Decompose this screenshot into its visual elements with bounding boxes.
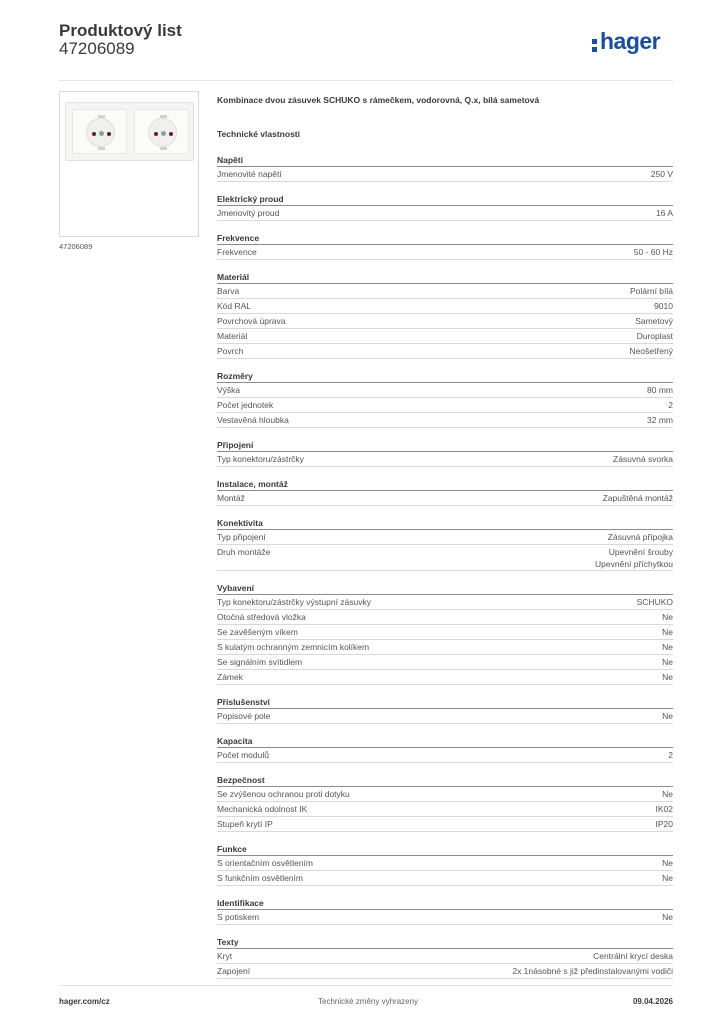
spec-label: Mechanická odolnost IK — [217, 804, 308, 814]
spec-label: Jmenovité napětí — [217, 169, 282, 179]
spec-section — [217, 516, 673, 571]
spec-row — [217, 299, 673, 314]
spec-section — [217, 773, 673, 832]
logo-dot-icon — [592, 47, 597, 52]
spec-row — [217, 206, 673, 221]
spec-section — [217, 153, 673, 182]
spec-value: Ne — [662, 642, 673, 652]
spec-section — [217, 270, 673, 359]
section-title: Příslušenství — [217, 695, 673, 709]
spec-row — [217, 856, 673, 871]
spec-label: Frekvence — [217, 247, 257, 257]
section-title: Připojení — [217, 438, 673, 452]
spec-value: Ne — [662, 912, 673, 922]
spec-label: S potiskem — [217, 912, 260, 922]
spec-value: Ne — [662, 627, 673, 637]
spec-value: 50 - 60 Hz — [633, 247, 673, 257]
spec-row — [217, 545, 673, 571]
section-title: Konektivita — [217, 516, 673, 530]
spec-section — [217, 477, 673, 506]
spec-section — [217, 581, 673, 685]
socket-pin-left — [154, 132, 158, 136]
spec-value: Polární bílá — [630, 286, 673, 296]
logo-dot-icon — [592, 39, 597, 44]
spec-row — [217, 452, 673, 467]
earth-clip-top — [98, 115, 105, 118]
product-description: Kombinace dvou zásuvek SCHUKO s rámečkem, vodorovná, Q.x, bílá sametová — [217, 95, 540, 105]
spec-value: Centrální krycí deska — [593, 951, 673, 961]
section-title: Vybavení — [217, 581, 673, 595]
spec-value: Ne — [662, 657, 673, 667]
spec-label: Počet modulů — [217, 750, 269, 760]
spec-section — [217, 369, 673, 428]
spec-value: Ne — [662, 789, 673, 799]
spec-section — [217, 842, 673, 886]
spec-label: Otočná středová vložka — [217, 612, 306, 622]
spec-label: Montáž — [217, 493, 245, 503]
document-number: 47206089 — [59, 39, 135, 58]
spec-value: Zásuvná svorka — [613, 454, 673, 464]
spec-value — [595, 546, 673, 570]
spec-value: Zapuštěná montáž — [602, 493, 673, 503]
spec-label: Zapojení — [217, 966, 251, 976]
socket-frame — [65, 102, 194, 161]
section-title: Kapacita — [217, 734, 673, 748]
spec-value: Ne — [662, 858, 673, 868]
spec-row — [217, 491, 673, 506]
spec-row — [217, 709, 673, 724]
earth-clip-bottom — [98, 147, 105, 150]
spec-row — [217, 949, 673, 964]
spec-label: Povrchová úprava — [217, 316, 286, 326]
spec-value: Ne — [662, 672, 673, 682]
spec-row — [217, 344, 673, 359]
spec-value-line: Upevnění šrouby — [608, 547, 673, 557]
section-title: Rozměry — [217, 369, 673, 383]
spec-label: Druh montáže — [217, 547, 271, 557]
spec-label: Kryt — [217, 951, 233, 961]
section-title: Texty — [217, 935, 673, 949]
page-title: Produktový list — [59, 21, 182, 40]
spec-value: 2 — [668, 750, 673, 760]
spec-label: Stupeň krytí IP — [217, 819, 273, 829]
spec-value: 80 mm — [647, 385, 673, 395]
spec-value: Duroplast — [636, 331, 673, 341]
section-title: Funkce — [217, 842, 673, 856]
spec-label: Kód RAL — [217, 301, 252, 311]
logo-wordmark: hager — [600, 28, 661, 54]
spec-value: SCHUKO — [636, 597, 673, 607]
footer-date: 09.04.2026 — [632, 997, 673, 1006]
footer-disclaimer: Technické změny vyhrazeny — [318, 997, 419, 1006]
section-title: Materiál — [217, 270, 673, 284]
header-divider — [59, 80, 673, 81]
socket-right — [134, 109, 189, 154]
spec-label: Se signálním svítidlem — [217, 657, 303, 667]
spec-section — [217, 231, 673, 260]
earth-clip-top — [160, 115, 167, 118]
spec-section — [217, 695, 673, 724]
section-title: Napětí — [217, 153, 673, 167]
spec-row — [217, 595, 673, 610]
spec-label: Jmenovitý proud — [217, 208, 280, 218]
spec-value-line: Upevnění příchytkou — [595, 559, 673, 569]
section-title: Elektrický proud — [217, 192, 673, 206]
socket-pin-left — [92, 132, 96, 136]
socket-pin-right — [107, 132, 111, 136]
footer-website[interactable]: hager.com/cz — [59, 997, 110, 1006]
spec-section — [217, 438, 673, 467]
spec-row — [217, 398, 673, 413]
socket-left — [72, 109, 127, 154]
spec-label: S funkčním osvětlením — [217, 873, 303, 883]
spec-label: Materiál — [217, 331, 248, 341]
spec-label: Výška — [217, 385, 241, 395]
earth-clip-bottom — [160, 147, 167, 150]
spec-label: Zámek — [217, 672, 243, 682]
socket-center — [99, 131, 104, 136]
spec-value: Sametový — [635, 316, 673, 326]
spec-content — [217, 95, 673, 979]
spec-row — [217, 625, 673, 640]
spec-row — [217, 655, 673, 670]
spec-value: 16 A — [655, 208, 673, 218]
spec-label: Povrch — [217, 346, 244, 356]
spec-label: Se zavěšeným víkem — [217, 627, 298, 637]
section-title: Bezpečnost — [217, 773, 673, 787]
section-title: Identifikace — [217, 896, 673, 910]
socket-ring — [86, 118, 115, 147]
spec-section — [217, 734, 673, 763]
spec-row — [217, 167, 673, 182]
socket-ring — [148, 118, 177, 147]
spec-label: Se zvýšenou ochranou proti dotyku — [217, 789, 350, 799]
spec-label: S kulatým ochranným zemnicím kolíkem — [217, 642, 370, 652]
spec-value: 32 mm — [647, 415, 673, 425]
spec-value: Neošetřený — [629, 346, 673, 356]
spec-row — [217, 245, 673, 260]
spec-row — [217, 817, 673, 832]
spec-section — [217, 935, 673, 979]
spec-section — [217, 192, 673, 221]
spec-row — [217, 871, 673, 886]
spec-value: Ne — [662, 612, 673, 622]
spec-label: Vestavěná hloubka — [217, 415, 289, 425]
spec-row — [217, 413, 673, 428]
spec-value: 9010 — [654, 301, 673, 311]
spec-row — [217, 670, 673, 685]
spec-sections — [217, 139, 673, 979]
section-title: Frekvence — [217, 231, 673, 245]
spec-value: 2x 1násobné s již předinstalovanými vodiči — [512, 966, 673, 976]
document-header — [59, 22, 182, 58]
spec-section — [217, 896, 673, 925]
spec-value: Zásuvná přípojka — [607, 532, 673, 542]
spec-row — [217, 383, 673, 398]
spec-value: 2 — [668, 400, 673, 410]
spec-value: Ne — [662, 711, 673, 721]
spec-row — [217, 748, 673, 763]
spec-row — [217, 314, 673, 329]
spec-label: Typ konektoru/zástrčky — [217, 454, 304, 464]
spec-row — [217, 640, 673, 655]
spec-row — [217, 802, 673, 817]
spec-value: IK02 — [655, 804, 673, 814]
spec-row — [217, 329, 673, 344]
spec-label: Typ konektoru/zástrčky výstupní zásuvky — [217, 597, 372, 607]
section-title: Instalace, montáž — [217, 477, 673, 491]
spec-label: Barva — [217, 286, 240, 296]
image-caption: 47206089 — [59, 242, 93, 251]
technical-heading: Technické vlastnosti — [217, 129, 300, 139]
spec-row — [217, 964, 673, 979]
spec-label: Typ připojení — [217, 532, 266, 542]
spec-row — [217, 910, 673, 925]
spec-label: Počet jednotek — [217, 400, 274, 410]
spec-row — [217, 610, 673, 625]
spec-row — [217, 284, 673, 299]
footer-divider — [59, 985, 673, 986]
spec-row — [217, 787, 673, 802]
spec-label: S orientačním osvětlením — [217, 858, 313, 868]
spec-label: Popisové pole — [217, 711, 271, 721]
hager-logo — [592, 30, 676, 56]
spec-value: Ne — [662, 873, 673, 883]
socket-center — [161, 131, 166, 136]
spec-value: IP20 — [655, 819, 673, 829]
spec-row — [217, 530, 673, 545]
product-image — [59, 91, 199, 237]
socket-pin-right — [169, 132, 173, 136]
spec-value: 250 V — [650, 169, 673, 179]
